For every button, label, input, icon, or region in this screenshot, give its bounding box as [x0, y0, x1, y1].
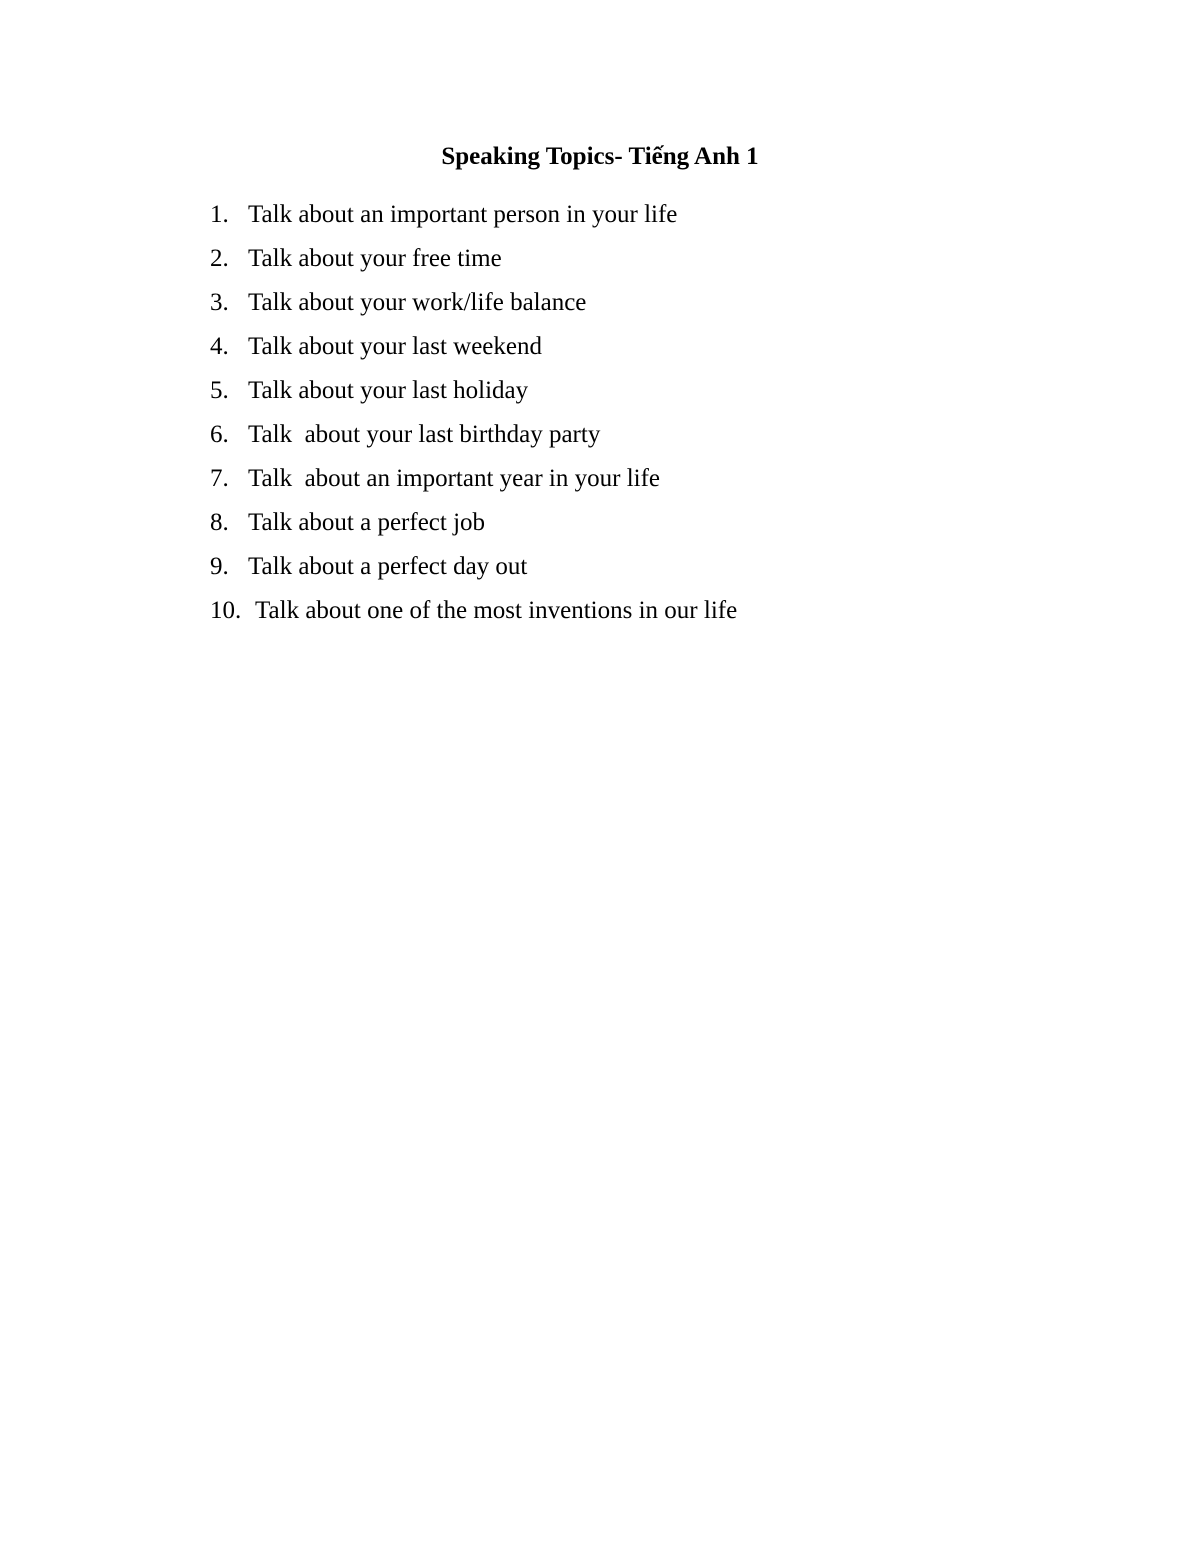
topic-text: Talk about one of the most inventions in our life: [255, 597, 738, 624]
list-item: [0, 506, 1200, 550]
topic-number: 10.: [210, 597, 242, 624]
topic-text: Talk about a perfect job: [248, 509, 486, 536]
list-item: [0, 242, 1200, 286]
topic-text: Talk about your last holiday: [248, 377, 529, 404]
topic-text: Talk about your free time: [248, 245, 502, 272]
topic-text: Talk about your last weekend: [248, 333, 542, 360]
topic-text: Talk about your work/life balance: [248, 289, 587, 316]
page-title: Speaking Topics- Tiếng Anh 1: [441, 143, 759, 170]
topic-number: 5.: [210, 377, 229, 404]
list-item: [0, 330, 1200, 374]
topic-number: 4.: [210, 333, 229, 360]
topic-number: 6.: [210, 421, 229, 448]
list-item: [0, 462, 1200, 506]
topic-text: Talk about an important year in your life: [248, 465, 661, 492]
list-item: [0, 550, 1200, 594]
list-item: [0, 286, 1200, 330]
topic-number: 2.: [210, 245, 229, 272]
topic-number: 3.: [210, 289, 229, 316]
topic-number: 7.: [210, 465, 229, 492]
list-item: [0, 594, 1200, 638]
list-item: [0, 198, 1200, 242]
topic-list: [0, 198, 1200, 638]
topic-text: Talk about an important person in your life: [248, 201, 678, 228]
topic-number: 8.: [210, 509, 229, 536]
list-item: [0, 374, 1200, 418]
topic-text: Talk about your last birthday party: [248, 421, 601, 448]
topic-number: 9.: [210, 553, 229, 580]
topic-text: Talk about a perfect day out: [248, 553, 528, 580]
topic-number: 1.: [210, 201, 229, 228]
list-item: [0, 418, 1200, 462]
